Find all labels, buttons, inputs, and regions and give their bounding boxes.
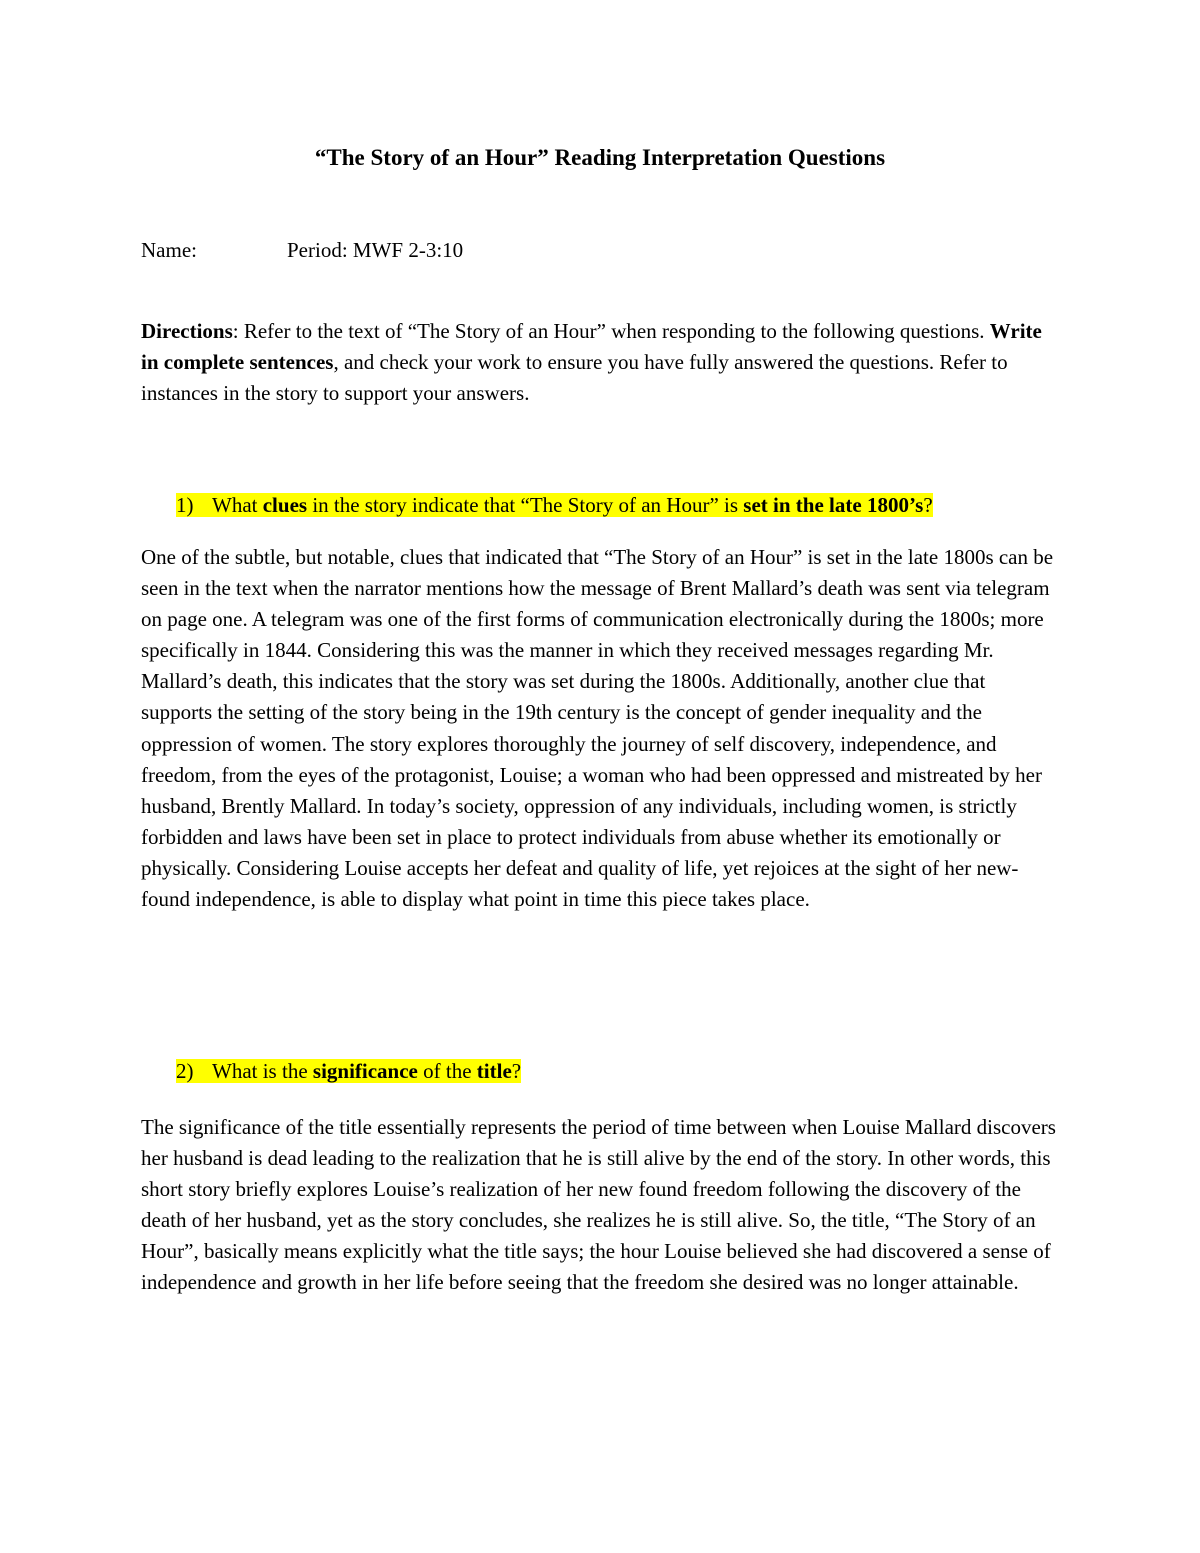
- period-label: Period: MWF 2-3:10: [287, 238, 464, 262]
- directions-emphasis: Write in complete sentences: [141, 319, 1042, 374]
- question-2: [176, 1056, 521, 1086]
- question-1-part-1: What: [212, 493, 263, 517]
- name-label: Name:: [141, 238, 197, 262]
- directions-text-2: , and check your work to ensure you have fully answered the questions. Refer to instances in the story to support your answers.: [141, 350, 1008, 405]
- student-info-row: [141, 235, 463, 265]
- directions-text-1: : Refer to the text of “The Story of an Hour” when responding to the following questions.: [232, 319, 990, 343]
- question-1-number: 1): [176, 493, 194, 517]
- question-1: [176, 490, 933, 520]
- document-title: “The Story of an Hour” Reading Interpretation Questions: [314, 145, 886, 170]
- question-1-part-3: ?: [923, 493, 933, 517]
- question-2-part-2: of the: [417, 1059, 477, 1083]
- answer-2: The significance of the title essentially represents the period of time between when Louise Mallard discovers her husband is dead leading to the realization that he is still alive by the end of the story. In other words, this short story briefly explores Louise’s realization of her new found freedom following the discovery of the death of her husband, yet as the story concludes, she realizes he is still alive. So, the title, “The Story of an Hour”, basically means explicitly what the title says; the hour Louise believed she had discovered a sense of independence and growth in her life before seeing that the freedom she desired was no longer attainable.: [141, 1115, 1056, 1295]
- question-1-bold-1: clues: [262, 493, 308, 517]
- question-2-number: 2): [176, 1059, 194, 1083]
- question-2-bold-2: title: [476, 1059, 512, 1083]
- question-2-part-1: What is the: [212, 1059, 313, 1083]
- question-2-highlight: [176, 1059, 521, 1083]
- question-1-highlight: [176, 493, 933, 517]
- question-2-bold-1: significance: [312, 1059, 418, 1083]
- answer-1: One of the subtle, but notable, clues that indicated that “The Story of an Hour” is set in the late 1800s can be seen in the text when the narrator mentions how the message of Brent Mallard’s death was sent via telegram on page one. A telegram was one of the first forms of communication electronically during the 1800s; more specifically in 1844. Considering this was the manner in which they received messages regarding Mr. Mallard’s death, this indicates that the story was set during the 1800s. Additionally, another clue that supports the setting of the story being in the 19th century is the concept of gender inequality and the oppression of women. The story explores thoroughly the journey of self discovery, independence, and freedom, from the eyes of the protagonist, Louise; a woman who had been oppressed and mistreated by her husband, Brently Mallard. In today’s society, oppression of any individuals, including women, is strictly forbidden and laws have been set in place to protect individuals from abuse whether its emotionally or physically. Considering Louise accepts her defeat and quality of life, yet rejoices at the sight of her new-found independence, is able to display what point in time this piece takes place.: [141, 545, 1054, 912]
- directions-paragraph: [141, 316, 1061, 409]
- question-1-part-2: in the story indicate that “The Story of an Hour” is: [307, 493, 744, 517]
- question-1-bold-2: set in the late 1800’s: [743, 493, 924, 517]
- question-2-part-3: ?: [511, 1059, 522, 1083]
- directions-label: Directions: [141, 319, 233, 343]
